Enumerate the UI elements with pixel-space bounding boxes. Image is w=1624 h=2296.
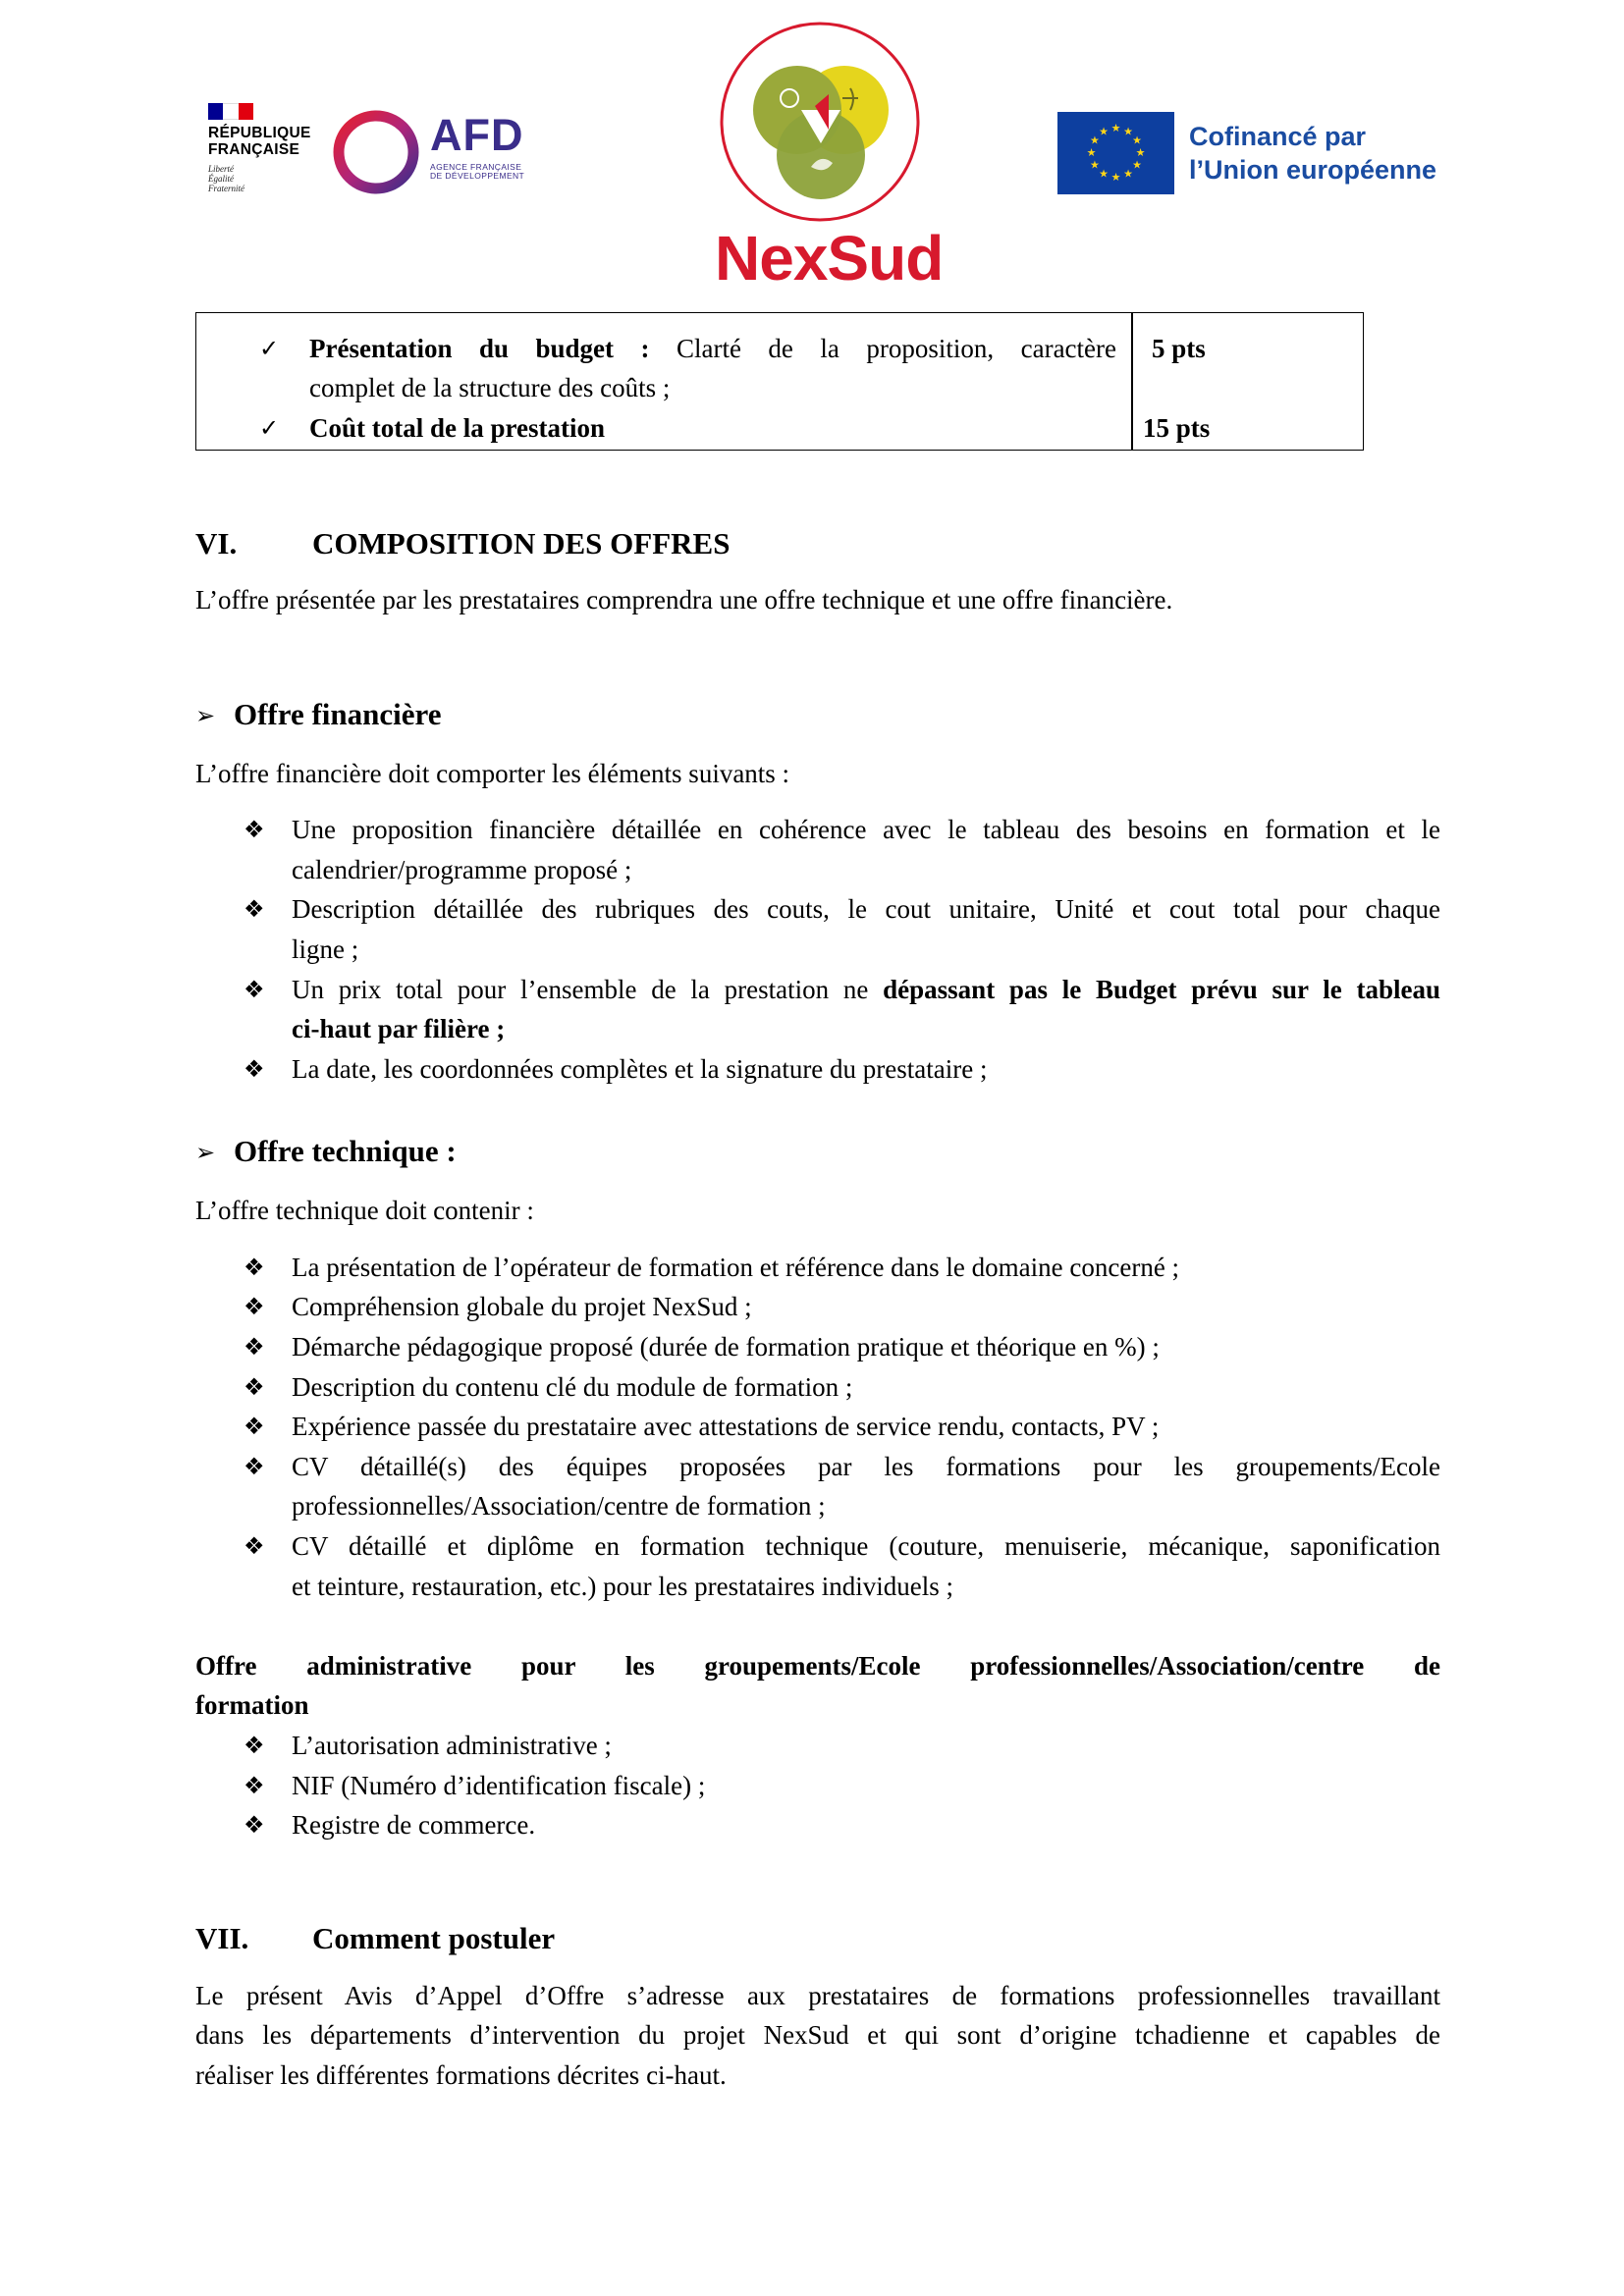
administrative-heading-line2: formation bbox=[195, 1690, 309, 1720]
diamond-bullet-icon: ❖ bbox=[244, 1293, 265, 1320]
arrow-bullet-icon: ➢ bbox=[195, 1139, 216, 1166]
diamond-bullet-icon: ❖ bbox=[244, 1373, 265, 1401]
svg-text:★: ★ bbox=[1089, 158, 1100, 172]
diamond-bullet-icon: ❖ bbox=[244, 1254, 265, 1281]
budget-text-line1: Clarté de la proposition, caractère bbox=[649, 334, 1116, 363]
financial-item-2-line2: ligne ; bbox=[292, 934, 359, 964]
financial-item-2-line1: Description détaillée des rubriques des couts, le cout unitaire, Unité et cout total pour chaque bbox=[292, 894, 1440, 924]
diamond-bullet-icon: ❖ bbox=[244, 1453, 265, 1480]
total-cost-points: 15 pts bbox=[1143, 413, 1211, 443]
section7-title: Comment postuler bbox=[312, 1921, 556, 1955]
afd-subtitle bbox=[430, 163, 524, 181]
eu-cofinance-logo bbox=[1057, 112, 1440, 194]
afd-sub-line1: AGENCE FRANÇAISE bbox=[430, 162, 522, 172]
technical-item-7-line2: et teinture, restauration, etc.) pour les prestataires individuels ; bbox=[292, 1572, 954, 1601]
rf-title bbox=[208, 125, 311, 158]
technical-heading: Offre technique : bbox=[234, 1134, 457, 1168]
technical-item-2: Compréhension globale du projet NexSud ; bbox=[292, 1292, 752, 1321]
svg-text:★: ★ bbox=[1132, 133, 1143, 147]
diamond-bullet-icon: ❖ bbox=[244, 1413, 265, 1440]
french-flag-icon bbox=[208, 103, 253, 120]
technical-item-1: La présentation de l’opérateur de formation et référence dans le domaine concerné ; bbox=[292, 1253, 1180, 1282]
svg-text:★: ★ bbox=[1110, 122, 1121, 134]
financial-item-3-normal: Un prix total pour l’ensemble de la prestation ne bbox=[292, 975, 884, 1004]
section7-paragraph bbox=[195, 1976, 1440, 2055]
administrative-item-2: NIF (Numéro d’identification fiscale) ; bbox=[292, 1771, 706, 1800]
technical-item-4: Description du contenu clé du module de formation ; bbox=[292, 1372, 853, 1402]
svg-text:★: ★ bbox=[1099, 125, 1109, 138]
svg-text:★: ★ bbox=[1110, 171, 1121, 184]
diamond-bullet-icon: ❖ bbox=[244, 1532, 265, 1560]
rf-motto-line1: Liberté bbox=[208, 164, 234, 174]
financial-item-1-line1: Une proposition financière détaillée en cohérence avec le tableau des besoins en formation et le bbox=[292, 815, 1440, 844]
financial-item-1-line2: calendrier/programme proposé ; bbox=[292, 855, 632, 884]
svg-text:★: ★ bbox=[1123, 167, 1133, 181]
budget-text-line2: complet de la structure des coûts ; bbox=[309, 373, 671, 402]
svg-text:★: ★ bbox=[1099, 167, 1109, 181]
financial-item-1 bbox=[292, 810, 1440, 849]
checkmark-icon: ✓ bbox=[259, 335, 280, 362]
section7-line1: Le présent Avis d’Appel d’Offre s’adresse aux prestataires de formations professionnelles travaillant bbox=[195, 1981, 1440, 2010]
rf-motto-line3: Fraternité bbox=[208, 184, 244, 193]
financial-intro: L’offre financière doit comporter les éléments suivants : bbox=[195, 759, 790, 788]
financial-item-3-line2: ci-haut par filière ; bbox=[292, 1014, 506, 1043]
budget-label: Présentation du budget : bbox=[309, 334, 650, 363]
technical-item-6-line1: CV détaillé(s) des équipes proposées par les formations pour les groupements/Ecole bbox=[292, 1452, 1440, 1481]
svg-text:★: ★ bbox=[1086, 146, 1097, 159]
afd-ring-icon bbox=[332, 110, 420, 194]
checkmark-icon: ✓ bbox=[259, 414, 280, 442]
arrow-bullet-icon: ➢ bbox=[195, 702, 216, 729]
financial-item-2 bbox=[292, 889, 1440, 929]
eu-line2: l’Union européenne bbox=[1189, 155, 1437, 185]
diamond-bullet-icon: ❖ bbox=[244, 1772, 265, 1799]
financial-item-3 bbox=[292, 970, 1440, 1009]
rf-title-line2: FRANÇAISE bbox=[208, 141, 300, 158]
section7-line2: dans les départements d’intervention du projet NexSud et qui sont d’origine tchadienne et capables de bbox=[195, 2020, 1440, 2050]
administrative-heading bbox=[195, 1646, 1440, 1685]
budget-line1 bbox=[309, 329, 1116, 368]
administrative-item-1: L’autorisation administrative ; bbox=[292, 1731, 612, 1760]
financial-heading: Offre financière bbox=[234, 697, 442, 731]
diamond-bullet-icon: ❖ bbox=[244, 895, 265, 923]
section6-title: COMPOSITION DES OFFRES bbox=[312, 526, 731, 561]
diamond-bullet-icon: ❖ bbox=[244, 1811, 265, 1839]
afd-name: AFD bbox=[430, 110, 524, 160]
section6-number: VI. bbox=[195, 526, 238, 561]
technical-item-6 bbox=[292, 1447, 1440, 1486]
svg-text:★: ★ bbox=[1123, 125, 1133, 138]
financial-item-3-line1 bbox=[292, 970, 1440, 1009]
diamond-bullet-icon: ❖ bbox=[244, 976, 265, 1003]
administrative-item-3: Registre de commerce. bbox=[292, 1810, 536, 1840]
eu-cofinance-text bbox=[1189, 120, 1436, 187]
diamond-bullet-icon: ❖ bbox=[244, 1055, 265, 1083]
technical-item-7 bbox=[292, 1526, 1440, 1566]
diamond-bullet-icon: ❖ bbox=[244, 816, 265, 843]
total-cost-label: Coût total de la prestation bbox=[309, 413, 605, 443]
afd-logo bbox=[332, 106, 538, 194]
afd-sub-line2: DE DÉVELOPPEMENT bbox=[430, 171, 525, 181]
nexsud-name: NexSud bbox=[715, 223, 944, 294]
diamond-bullet-icon: ❖ bbox=[244, 1333, 265, 1361]
financial-item-3-bold: dépassant pas le Budget prévu sur le tableau bbox=[883, 975, 1440, 1004]
rf-motto bbox=[208, 164, 244, 193]
rf-motto-line2: Égalité bbox=[208, 174, 234, 184]
svg-text:★: ★ bbox=[1089, 133, 1100, 147]
nexsud-logo bbox=[715, 20, 944, 294]
technical-intro: L’offre technique doit contenir : bbox=[195, 1196, 534, 1225]
svg-text:★: ★ bbox=[1135, 146, 1146, 159]
technical-item-7-line1: CV détaillé et diplôme en formation technique (couture, menuiserie, mécanique, saponification bbox=[292, 1531, 1440, 1561]
eu-line1: Cofinancé par bbox=[1189, 122, 1367, 151]
section6-intro: L’offre présentée par les prestataires comprendra une offre technique et une offre financière. bbox=[195, 585, 1173, 614]
section7-number: VII. bbox=[195, 1921, 249, 1955]
eu-flag-icon bbox=[1057, 112, 1174, 194]
rf-title-line1: RÉPUBLIQUE bbox=[208, 125, 311, 141]
technical-item-3: Démarche pédagogique proposé (durée de formation pratique et théorique en %) ; bbox=[292, 1332, 1160, 1362]
administrative-heading-line1: Offre administrative pour les groupements/Ecole professionnelles/Association/centre de bbox=[195, 1651, 1440, 1681]
republique-francaise-logo bbox=[208, 103, 318, 196]
section7-line3: réaliser les différentes formations décrites ci-haut. bbox=[195, 2060, 727, 2090]
diamond-bullet-icon: ❖ bbox=[244, 1732, 265, 1759]
table-column-divider bbox=[1131, 313, 1133, 450]
table-row-budget bbox=[309, 329, 1116, 368]
nexsud-emblem-icon bbox=[715, 20, 926, 226]
budget-points: 5 pts bbox=[1152, 334, 1206, 363]
financial-item-4: La date, les coordonnées complètes et la signature du prestataire ; bbox=[292, 1054, 988, 1084]
technical-item-6-line2: professionnelles/Association/centre de formation ; bbox=[292, 1491, 826, 1521]
svg-text:★: ★ bbox=[1132, 158, 1143, 172]
technical-item-5: Expérience passée du prestataire avec attestations de service rendu, contacts, PV ; bbox=[292, 1412, 1160, 1441]
